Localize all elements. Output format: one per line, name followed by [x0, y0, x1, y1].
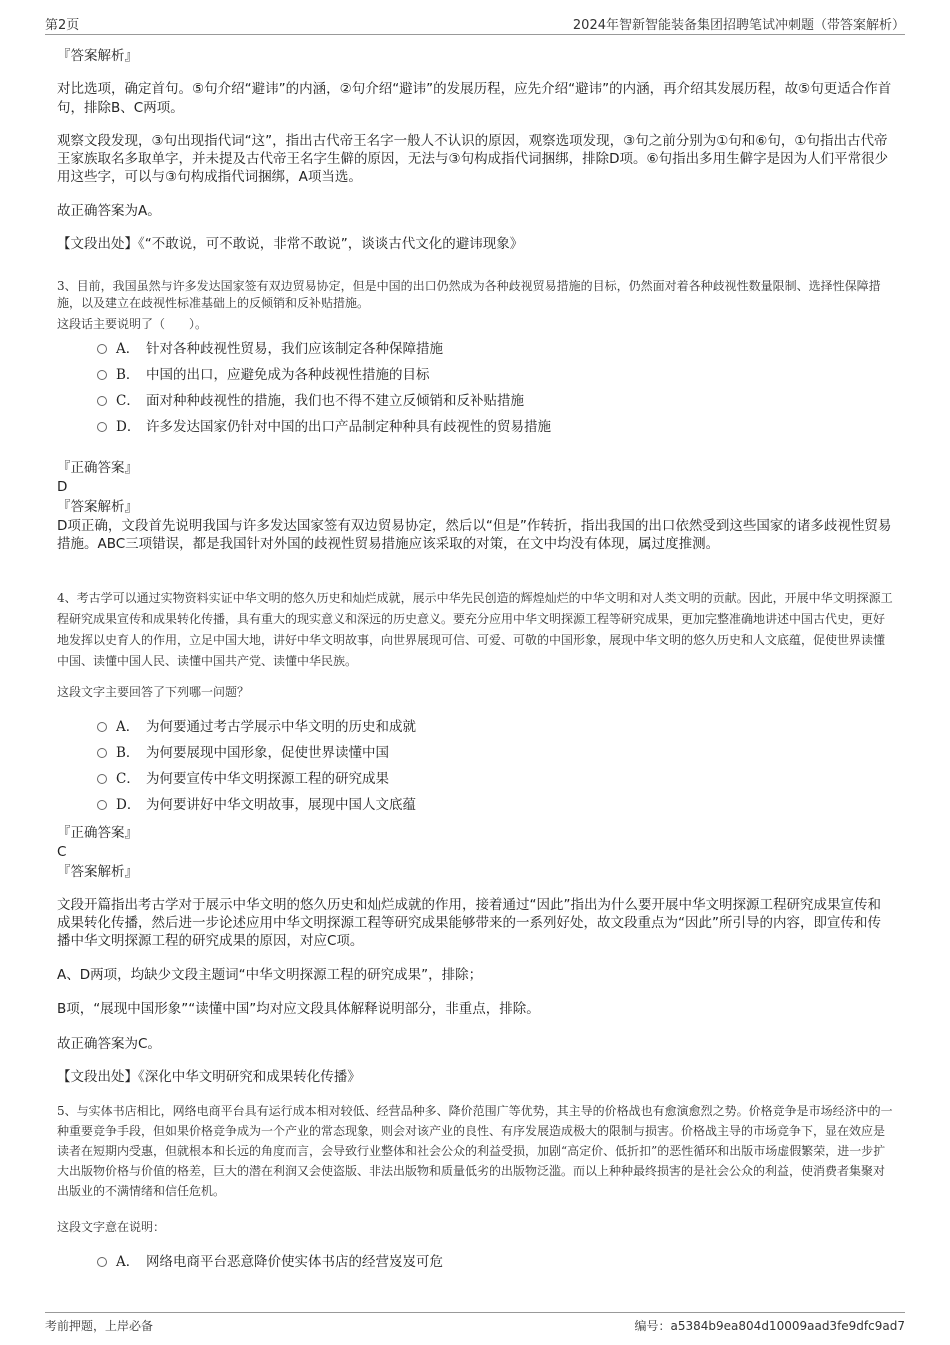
q3-option-b[interactable]: B． 中国的出口，应避免成为各种歧视性措施的目标: [97, 366, 430, 384]
document-id-value: a5384b9ea804d10009aad3fe9dfc9ad7: [670, 1319, 905, 1333]
q3-answer-label: 『正确答案』: [57, 460, 138, 476]
page-number: 第2页: [45, 18, 80, 33]
q4-option-a[interactable]: A． 为何要通过考古学展示中华文明的历史和成就: [97, 718, 416, 736]
radio-icon[interactable]: [97, 344, 107, 354]
radio-icon[interactable]: [97, 1257, 107, 1267]
q4-question: 这段文字主要回答了下列哪一问题？: [57, 685, 250, 699]
radio-icon[interactable]: [97, 800, 107, 810]
q4-option-c[interactable]: C． 为何要宣传中华文明探源工程的研究成果: [97, 770, 389, 788]
q3-explain: D项正确，文段首先说明我国与许多发达国家签有双边贸易协定，然后以“但是”作转折，指出我国的出口依然受到这些国家的诸多歧视性贸易措施。ABC三项错误，都是我国针对外国的歧视性贸易措施应该采取的对策，在文中均没有体现，属过度推测。: [57, 518, 892, 552]
q4-explain-p3: B项，“展现中国形象”“读懂中国”均对应文段具体解释说明部分，非重点，排除。: [57, 1001, 540, 1017]
document-id-label: 编号：: [634, 1319, 671, 1333]
q3-option-d[interactable]: D． 许多发达国家仍针对中国的出口产品制定种种具有歧视性的贸易措施: [97, 418, 551, 436]
q3-option-a[interactable]: A． 针对各种歧视性贸易，我们应该制定各种保障措施: [97, 340, 443, 358]
q3-option-c[interactable]: C． 面对种种歧视性的措施，我们也不得不建立反倾销和反补贴措施: [97, 392, 524, 410]
document-id: [635, 1317, 905, 1334]
q4-stem: 4、考古学可以通过实物资料实证中华文明的悠久历史和灿烂成就，展示中华先民创造的辉煌灿烂的中华文明和对人类文明的贡献。因此，开展中华文明探源工程研究成果宣传和成果转化传播，具有重大的现实意义和深远的历史意义。要充分应用中华文明探源工程等研究成果，更加完整准确地讲述中国古代史，更好地发挥以史育人的作用，立足中国大地，讲好中华文明故事，向世界展现可信、可爱、可敬的中国形象，展现中华文明的悠久历史和人文底蕴，促使世界读懂中国、读懂中国人民、读懂中国共产党、读懂中华民族。: [57, 591, 893, 668]
q2-explain-p1: 对比选项，确定首句。⑤句介绍“避讳”的内涵，②句介绍“避讳”的发展历程，应先介绍“避讳”的内涵，再介绍其发展历程，故⑤句更适合作首句，排除B、C两项。: [57, 81, 892, 116]
q4-explain-p2: A、D两项，均缺少文段主题词“中华文明探源工程的研究成果”，排除；: [57, 967, 483, 983]
q3-answer: D: [57, 479, 68, 495]
q2-explain-p2: 观察文段发现，③句出现指代词“这”，指出古代帝王名字一般人不认识的原因，观察选项发现，③句之前分别为①句和⑥句，①句指出古代帝王家族取名多取单字，并未提及古代帝王名字生僻的原因，无法与③句构成指代词捆绑，排除D项。⑥句指出多用生僻字是因为人们平常很少用这些字，可以与③句构成指代词捆绑，A项当选。: [57, 133, 889, 185]
radio-icon[interactable]: [97, 748, 107, 758]
q3-explain-label: 『答案解析』: [57, 499, 138, 515]
q4-explain-p1: 文段开篇指出考古学对于展示中华文明的悠久历史和灿烂成就的作用，接着通过“因此”指出为什么要开展中华文明探源工程研究成果宣传和成果转化传播，然后进一步论述应用中华文明探源工程等研究成果能够带来的一系列好处，故文段重点为“因此”所引导的内容，即宣传和传播中华文明探源工程的研究成果的原因，对应C项。: [57, 897, 881, 949]
q4-answer: C: [57, 844, 67, 860]
radio-icon[interactable]: [97, 370, 107, 380]
q2-explain-label: 『答案解析』: [57, 48, 138, 64]
q3-stem: 3、目前，我国虽然与许多发达国家签有双边贸易协定，但是中国的出口仍然成为各种歧视贸易措施的目标，仍然面对着各种歧视性数量限制、选择性保障措施，以及建立在歧视性标准基础上的反倾销和反补贴措施。: [57, 279, 881, 310]
radio-icon[interactable]: [97, 396, 107, 406]
page-header: [45, 12, 905, 35]
q5-option-a[interactable]: A． 网络电商平台恶意降价使实体书店的经营岌岌可危: [97, 1253, 443, 1271]
q4-option-b[interactable]: B． 为何要展现中国形象，促使世界读懂中国: [97, 744, 389, 762]
q2-conclusion: 故正确答案为A。: [57, 203, 161, 219]
document-title: 2024年智新智能装备集团招聘笔试冲刺题（带答案解析）: [572, 18, 905, 33]
q4-source: 【文段出处】《深化中华文明研究和成果转化传播》: [57, 1069, 361, 1085]
radio-icon[interactable]: [97, 722, 107, 732]
q4-explain-label: 『答案解析』: [57, 864, 138, 880]
q4-answer-label: 『正确答案』: [57, 825, 138, 841]
q2-source: 【文段出处】《“不敢说，可不敢说，非常不敢说”，谈谈古代文化的避讳现象》: [57, 236, 524, 252]
radio-icon[interactable]: [97, 422, 107, 432]
q3-question: 这段话主要说明了（ ）。: [57, 317, 208, 331]
q5-stem: 5、与实体书店相比，网络电商平台具有运行成本相对较低、经营品种多、降价范围广等优势，其主导的价格战也有愈演愈烈之势。价格竞争是市场经济中的一种重要竞争手段，但如果价格竞争成为一个产业的常态现象，则会对该产业的良性、有序发展造成极大的限制与损害。价格战主导的市场竞争下，显在效应是读者在短期内受惠，但就根本和长远的角度而言，会导致行业整体和社会公众的利益受损，加剧“高定价、低折扣”的恶性循环和出版市场虚假繁荣，进一步扩大出版物价格与价值的格差，巨大的潜在利润又会使盗版、非法出版物和质量低劣的出版物泛滥。而以上种种最终损害的是社会公众的利益，使消费者集聚对出版业的不满情绪和信任危机。: [57, 1104, 893, 1198]
q5-question: 这段文字意在说明：: [57, 1220, 166, 1234]
footer-slogan: 考前押题，上岸必备: [45, 1319, 154, 1333]
radio-icon[interactable]: [97, 774, 107, 784]
q4-option-d[interactable]: D． 为何要讲好中华文明故事，展现中国人文底蕴: [97, 796, 416, 814]
q4-conclusion: 故正确答案为C。: [57, 1036, 161, 1052]
page-footer: [45, 1312, 905, 1335]
